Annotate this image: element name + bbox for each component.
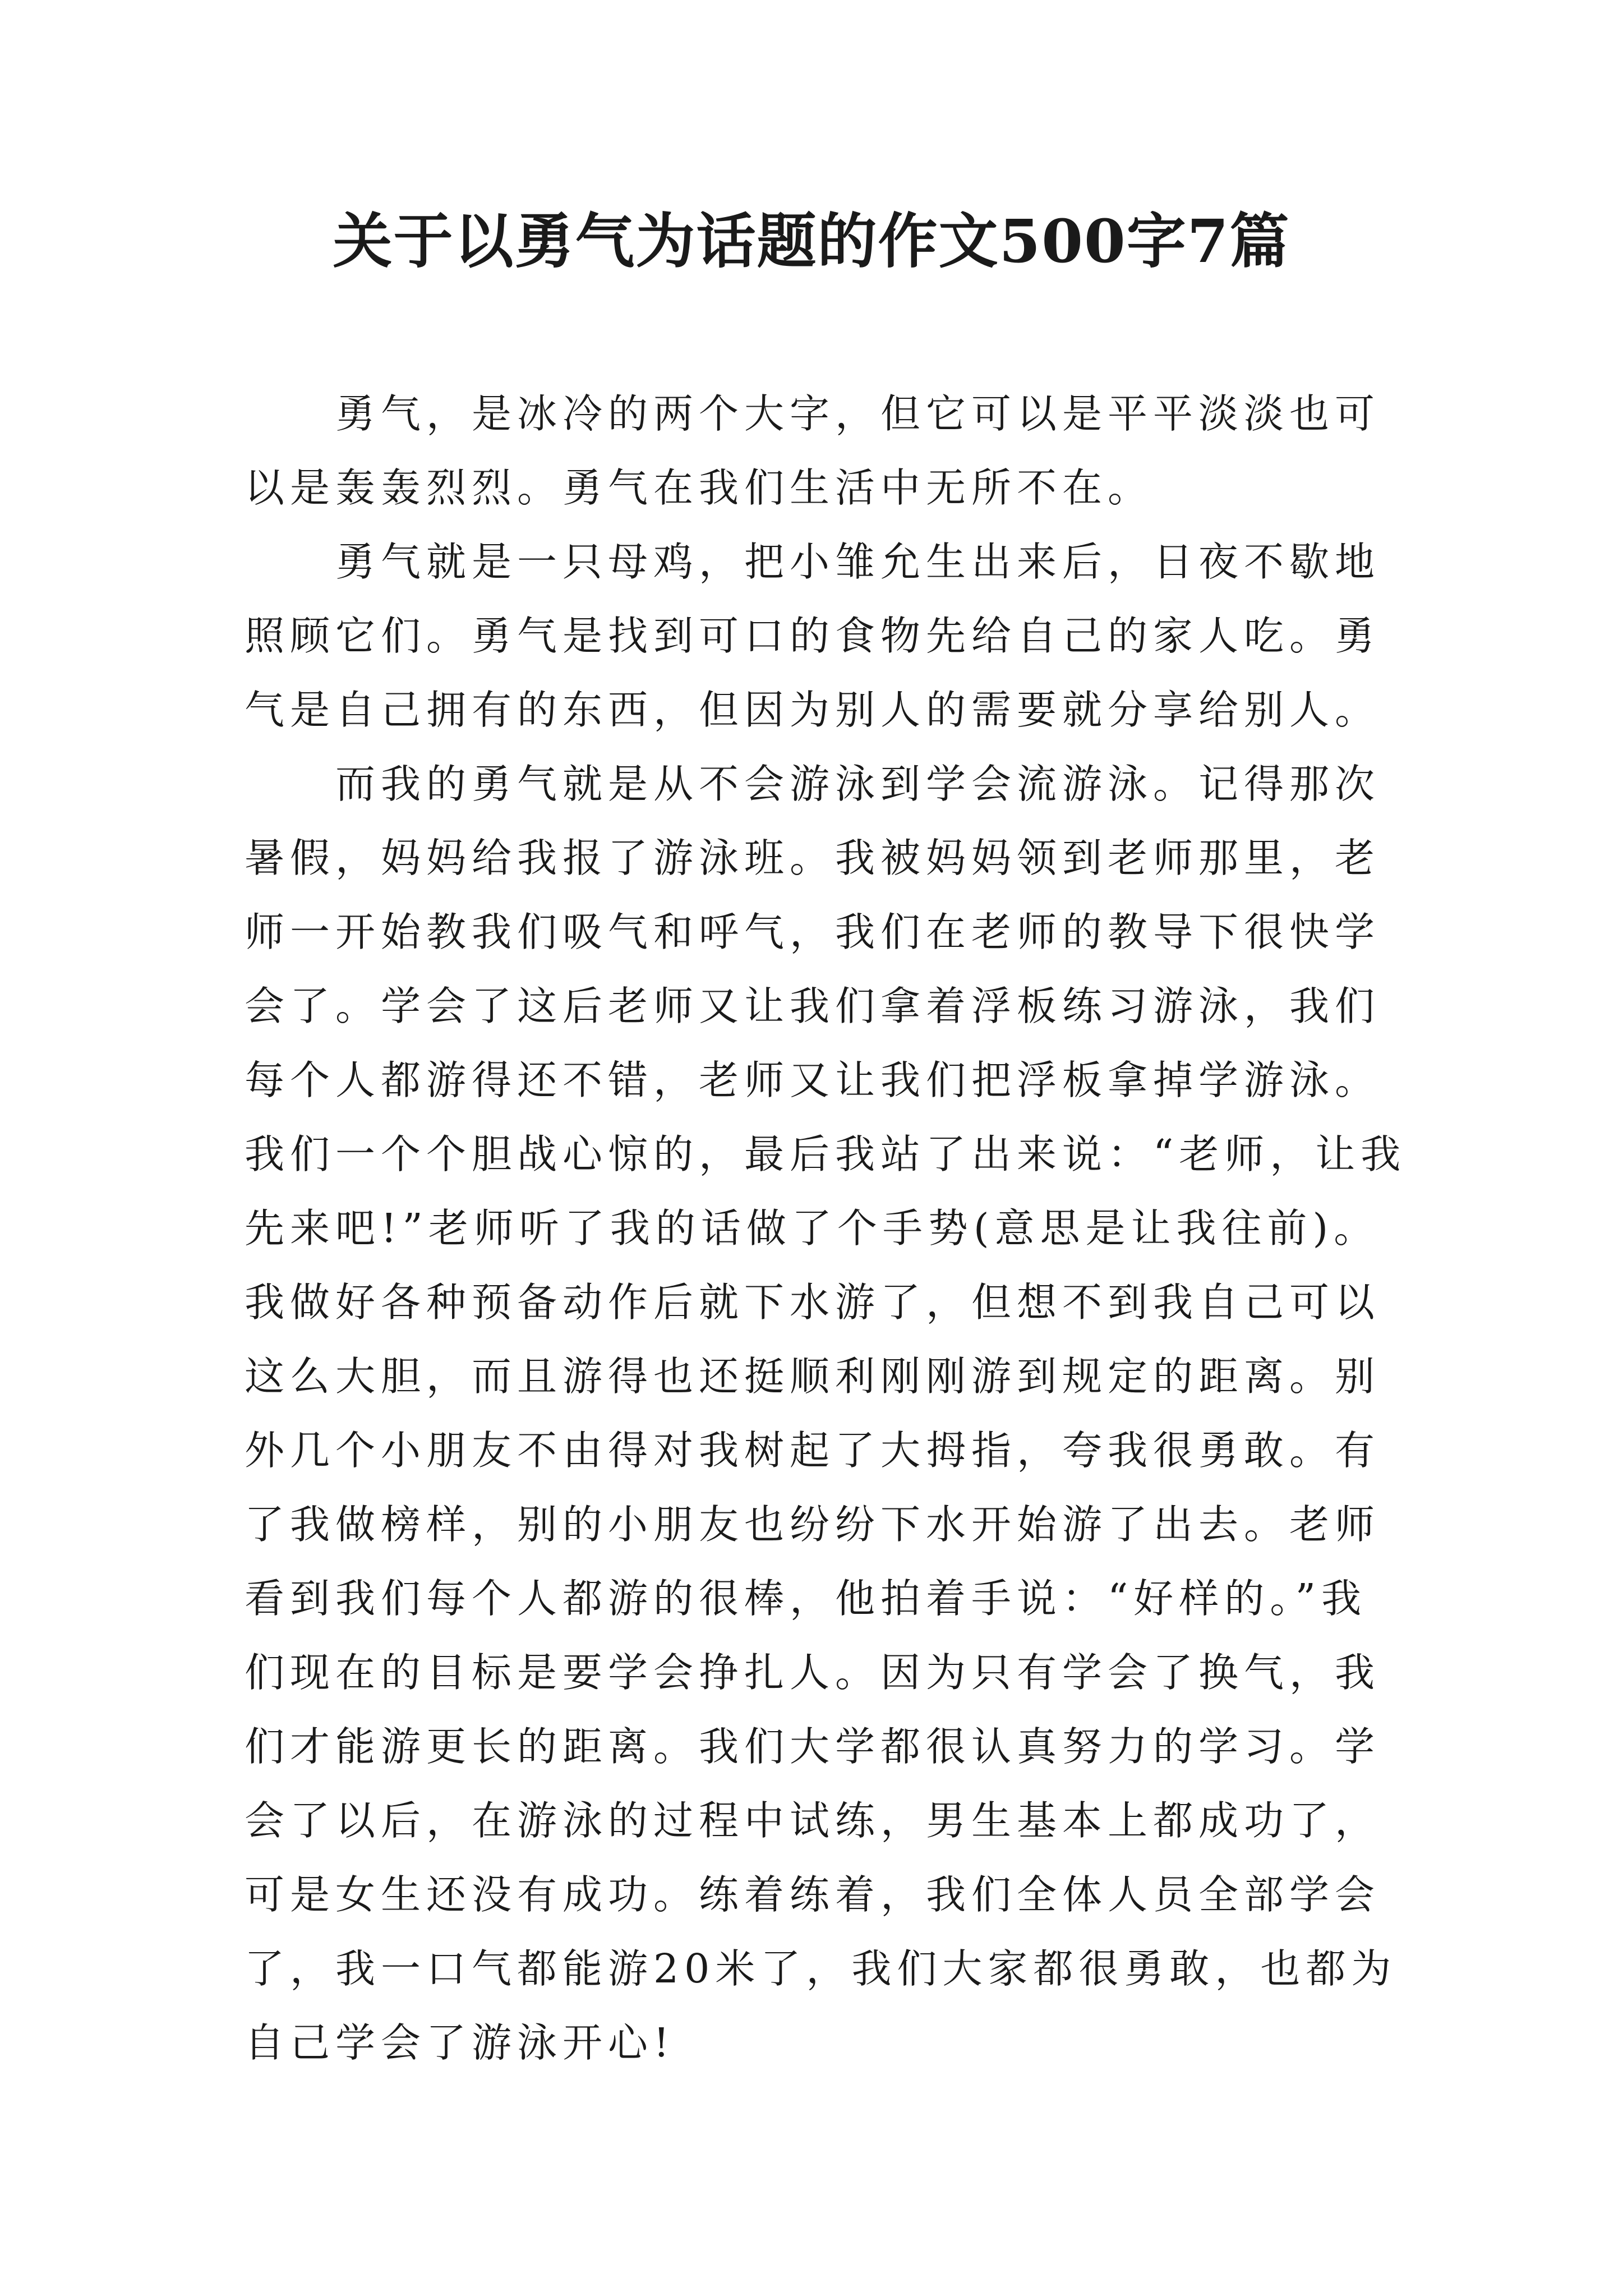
document-body <box>245 377 1411 2080</box>
document-title: 关于以勇气为话题的作文500字7篇 <box>333 206 1290 276</box>
paragraph-3: 而我的勇气就是从不会游泳到学会流游泳。记得那次暑假，妈妈给我报了游泳班。我被妈妈领到老师那里，老师一开始教我们吸气和呼气，我们在老师的教导下很快学会了。学会了这后老师又让我们拿着浮板练习游泳，我们每个人都游得还不错，老师又让我们把浮板拿掉学游泳。我们一个个胆战心惊的，最后我站了出来说：“老师，让我先来吧!”老师听了我的话做了个手势(意思是让我往前)。我做好各种预备动作后就下水游了，但想不到我自己可以这么大胆，而且游得也还挺顺利刚刚游到规定的距离。别外几个小朋友不由得对我树起了大拇指，夸我很勇敢。有了我做榜样，别的小朋友也纷纷下水开始游了出去。老师看到我们每个人都游的很棒，他拍着手说：“好样的。”我们现在的目标是要学会挣扎人。因为只有学会了换气，我们才能游更长的距离。我们大学都很认真努力的学习。学会了以后，在游泳的过程中试练，男生基本上都成功了，可是女生还没有成功。练着练着，我们全体人员全部学会了，我一口气都能游20米了，我们大家都很勇敢，也都为自己学会了游泳开心! <box>245 761 1407 2066</box>
paragraph-2: 勇气就是一只母鸡，把小雏允生出来后，日夜不歇地照顾它们。勇气是找到可口的食物先给自己的家人吃。勇气是自己拥有的东西，但因为别人的需要就分享给别人。 <box>245 539 1381 733</box>
paragraph-1: 勇气，是冰冷的两个大字，但它可以是平平淡淡也可以是轰轰烈烈。勇气在我们生活中无所不在。 <box>245 390 1381 511</box>
